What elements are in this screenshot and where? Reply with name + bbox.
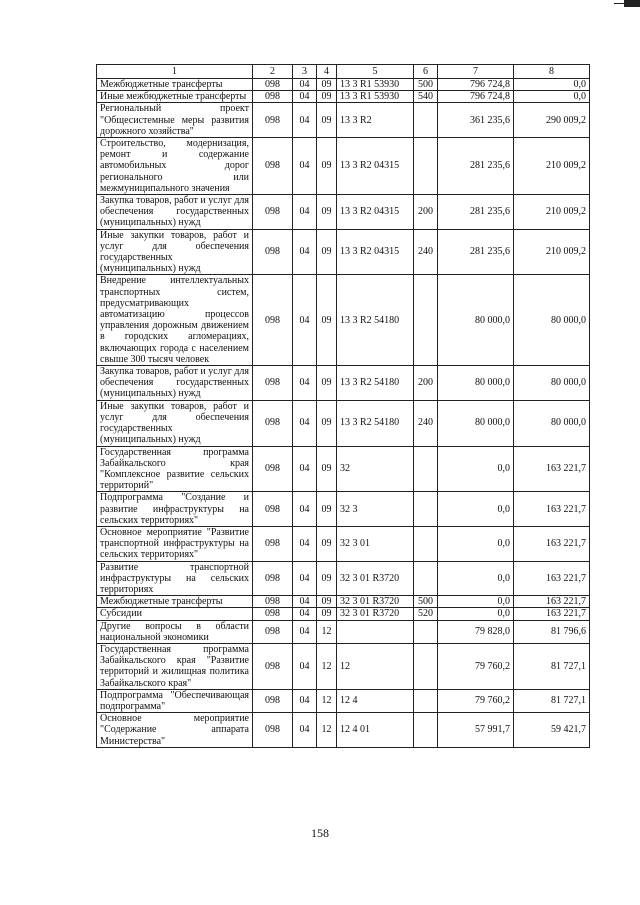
table-row xyxy=(97,138,590,195)
amount-year1-cell: 79 828,0 xyxy=(438,620,514,643)
section-code-cell: 04 xyxy=(293,689,317,712)
expense-type-cell xyxy=(414,620,438,643)
amount-year1-cell: 361 235,6 xyxy=(438,103,514,138)
section-code-cell: 04 xyxy=(293,400,317,446)
row-name-cell: Закупка товаров, работ и услуг для обеспечения государственных (муниципальных) нужд xyxy=(97,366,253,401)
row-name-cell: Развитие транспортной инфраструктуры на сельских территориях xyxy=(97,561,253,596)
amount-year2-cell: 59 421,7 xyxy=(514,713,590,748)
subsection-code-cell: 12 xyxy=(317,643,337,689)
row-name-cell: Государственная программа Забайкальского края "Развитие территорий и жилищная политика Забайкальского края" xyxy=(97,643,253,689)
amount-year2-cell: 163 221,7 xyxy=(514,446,590,492)
ministry-code-cell: 098 xyxy=(253,275,293,366)
subsection-code-cell: 09 xyxy=(317,91,337,103)
amount-year1-cell: 796 724,8 xyxy=(438,91,514,103)
ministry-code-cell: 098 xyxy=(253,620,293,643)
row-name-cell: Другие вопросы в области национальной экономики xyxy=(97,620,253,643)
row-name-cell: Закупка товаров, работ и услуг для обеспечения государственных (муниципальных) нужд xyxy=(97,195,253,230)
ministry-code-cell: 098 xyxy=(253,689,293,712)
expense-type-cell xyxy=(414,713,438,748)
target-code-cell: 13 3 R2 04315 xyxy=(337,229,414,275)
ministry-code-cell: 098 xyxy=(253,195,293,230)
table-row xyxy=(97,643,590,689)
target-code-cell: 13 3 R1 53930 xyxy=(337,79,414,91)
ministry-code-cell: 098 xyxy=(253,561,293,596)
table-row xyxy=(97,195,590,230)
expense-type-cell: 540 xyxy=(414,91,438,103)
amount-year1-cell: 80 000,0 xyxy=(438,275,514,366)
amount-year2-cell: 210 009,2 xyxy=(514,229,590,275)
expense-type-cell xyxy=(414,561,438,596)
amount-year1-cell: 0,0 xyxy=(438,596,514,608)
table-body xyxy=(97,79,590,748)
ministry-code-cell: 098 xyxy=(253,400,293,446)
table-row xyxy=(97,103,590,138)
target-code-cell: 12 4 01 xyxy=(337,713,414,748)
ministry-code-cell: 098 xyxy=(253,229,293,275)
amount-year2-cell: 0,0 xyxy=(514,91,590,103)
target-code-cell: 32 3 xyxy=(337,492,414,527)
table-row xyxy=(97,608,590,620)
amount-year2-cell: 163 221,7 xyxy=(514,608,590,620)
subsection-code-cell: 09 xyxy=(317,195,337,230)
table-row xyxy=(97,620,590,643)
row-name-cell: Основное мероприятие "Содержание аппарата Министерства" xyxy=(97,713,253,748)
subsection-code-cell: 09 xyxy=(317,446,337,492)
table-row xyxy=(97,446,590,492)
expense-type-cell xyxy=(414,275,438,366)
column-header: 3 xyxy=(293,65,317,79)
amount-year2-cell: 80 000,0 xyxy=(514,275,590,366)
subsection-code-cell: 09 xyxy=(317,608,337,620)
scan-artifact-line xyxy=(614,3,624,4)
section-code-cell: 04 xyxy=(293,643,317,689)
amount-year2-cell: 163 221,7 xyxy=(514,561,590,596)
amount-year2-cell: 210 009,2 xyxy=(514,195,590,230)
table-row xyxy=(97,366,590,401)
subsection-code-cell: 09 xyxy=(317,400,337,446)
amount-year2-cell: 81 727,1 xyxy=(514,643,590,689)
table-header-row xyxy=(97,65,590,79)
subsection-code-cell: 09 xyxy=(317,596,337,608)
subsection-code-cell: 09 xyxy=(317,366,337,401)
amount-year2-cell: 81 727,1 xyxy=(514,689,590,712)
expense-type-cell: 240 xyxy=(414,400,438,446)
column-header: 2 xyxy=(253,65,293,79)
ministry-code-cell: 098 xyxy=(253,91,293,103)
row-name-cell: Межбюджетные трансферты xyxy=(97,79,253,91)
row-name-cell: Подпрограмма "Создание и развитие инфраструктуры на сельских территориях" xyxy=(97,492,253,527)
table-row xyxy=(97,400,590,446)
amount-year1-cell: 796 724,8 xyxy=(438,79,514,91)
target-code-cell xyxy=(337,620,414,643)
table-row xyxy=(97,492,590,527)
section-code-cell: 04 xyxy=(293,366,317,401)
target-code-cell: 32 3 01 xyxy=(337,526,414,561)
row-name-cell: Региональный проект "Общесистемные меры развития дорожного хозяйства" xyxy=(97,103,253,138)
row-name-cell: Государственная программа Забайкальского края "Комплексное развитие сельских территорий" xyxy=(97,446,253,492)
subsection-code-cell: 09 xyxy=(317,79,337,91)
section-code-cell: 04 xyxy=(293,713,317,748)
amount-year1-cell: 80 000,0 xyxy=(438,366,514,401)
row-name-cell: Иные межбюджетные трансферты xyxy=(97,91,253,103)
amount-year1-cell: 79 760,2 xyxy=(438,643,514,689)
expense-type-cell: 520 xyxy=(414,608,438,620)
expense-type-cell xyxy=(414,526,438,561)
ministry-code-cell: 098 xyxy=(253,713,293,748)
amount-year1-cell: 0,0 xyxy=(438,446,514,492)
ministry-code-cell: 098 xyxy=(253,526,293,561)
subsection-code-cell: 09 xyxy=(317,138,337,195)
scan-artifact-mark xyxy=(624,0,640,7)
subsection-code-cell: 12 xyxy=(317,689,337,712)
section-code-cell: 04 xyxy=(293,561,317,596)
expense-type-cell xyxy=(414,138,438,195)
amount-year1-cell: 0,0 xyxy=(438,526,514,561)
target-code-cell: 13 3 R2 04315 xyxy=(337,195,414,230)
amount-year2-cell: 0,0 xyxy=(514,79,590,91)
target-code-cell: 32 3 01 R3720 xyxy=(337,608,414,620)
expense-type-cell xyxy=(414,492,438,527)
amount-year2-cell: 290 009,2 xyxy=(514,103,590,138)
row-name-cell: Иные закупки товаров, работ и услуг для обеспечения государственных (муниципальных) нужд xyxy=(97,400,253,446)
ministry-code-cell: 098 xyxy=(253,608,293,620)
section-code-cell: 04 xyxy=(293,195,317,230)
table-row xyxy=(97,713,590,748)
section-code-cell: 04 xyxy=(293,275,317,366)
amount-year1-cell: 57 991,7 xyxy=(438,713,514,748)
target-code-cell: 13 3 R2 54180 xyxy=(337,275,414,366)
ministry-code-cell: 098 xyxy=(253,366,293,401)
table-row xyxy=(97,689,590,712)
expense-type-cell: 500 xyxy=(414,79,438,91)
subsection-code-cell: 12 xyxy=(317,713,337,748)
row-name-cell: Межбюджетные трансферты xyxy=(97,596,253,608)
section-code-cell: 04 xyxy=(293,79,317,91)
subsection-code-cell: 09 xyxy=(317,275,337,366)
target-code-cell: 13 3 R2 54180 xyxy=(337,366,414,401)
section-code-cell: 04 xyxy=(293,620,317,643)
amount-year2-cell: 80 000,0 xyxy=(514,400,590,446)
amount-year1-cell: 79 760,2 xyxy=(438,689,514,712)
column-header: 1 xyxy=(97,65,253,79)
target-code-cell: 13 3 R2 xyxy=(337,103,414,138)
amount-year1-cell: 281 235,6 xyxy=(438,195,514,230)
target-code-cell: 13 3 R2 04315 xyxy=(337,138,414,195)
table-row xyxy=(97,526,590,561)
subsection-code-cell: 09 xyxy=(317,526,337,561)
section-code-cell: 04 xyxy=(293,526,317,561)
target-code-cell: 13 3 R2 54180 xyxy=(337,400,414,446)
row-name-cell: Внедрение интеллектуальных транспортных систем, предусматривающих автоматизацию процессов управления дорожным движением в городских агломерациях, включающих города с населением свыше 300 тысяч человек xyxy=(97,275,253,366)
ministry-code-cell: 098 xyxy=(253,79,293,91)
table-row xyxy=(97,79,590,91)
column-header: 6 xyxy=(414,65,438,79)
expense-type-cell: 200 xyxy=(414,195,438,230)
table-row xyxy=(97,91,590,103)
amount-year1-cell: 0,0 xyxy=(438,492,514,527)
section-code-cell: 04 xyxy=(293,229,317,275)
amount-year2-cell: 163 221,7 xyxy=(514,492,590,527)
column-header: 5 xyxy=(337,65,414,79)
ministry-code-cell: 098 xyxy=(253,138,293,195)
table-row xyxy=(97,229,590,275)
ministry-code-cell: 098 xyxy=(253,446,293,492)
expense-type-cell: 200 xyxy=(414,366,438,401)
section-code-cell: 04 xyxy=(293,446,317,492)
amount-year1-cell: 0,0 xyxy=(438,561,514,596)
expense-type-cell xyxy=(414,689,438,712)
ministry-code-cell: 098 xyxy=(253,643,293,689)
page-number: 158 xyxy=(311,826,329,840)
section-code-cell: 04 xyxy=(293,596,317,608)
amount-year2-cell: 81 796,6 xyxy=(514,620,590,643)
row-name-cell: Субсидии xyxy=(97,608,253,620)
subsection-code-cell: 09 xyxy=(317,229,337,275)
subsection-code-cell: 09 xyxy=(317,103,337,138)
column-header: 8 xyxy=(514,65,590,79)
expense-type-cell: 240 xyxy=(414,229,438,275)
target-code-cell: 32 3 01 R3720 xyxy=(337,561,414,596)
amount-year2-cell: 210 009,2 xyxy=(514,138,590,195)
subsection-code-cell: 12 xyxy=(317,620,337,643)
column-header: 4 xyxy=(317,65,337,79)
table-row xyxy=(97,561,590,596)
row-name-cell: Строительство, модернизация, ремонт и содержание автомобильных дорог регионального или межмуниципального значения xyxy=(97,138,253,195)
expense-type-cell xyxy=(414,446,438,492)
target-code-cell: 12 4 xyxy=(337,689,414,712)
row-name-cell: Подпрограмма "Обеспечивающая подпрограмма" xyxy=(97,689,253,712)
ministry-code-cell: 098 xyxy=(253,492,293,527)
target-code-cell: 12 xyxy=(337,643,414,689)
amount-year2-cell: 163 221,7 xyxy=(514,596,590,608)
section-code-cell: 04 xyxy=(293,103,317,138)
budget-table xyxy=(96,64,590,748)
section-code-cell: 04 xyxy=(293,608,317,620)
subsection-code-cell: 09 xyxy=(317,561,337,596)
subsection-code-cell: 09 xyxy=(317,492,337,527)
section-code-cell: 04 xyxy=(293,492,317,527)
amount-year1-cell: 80 000,0 xyxy=(438,400,514,446)
table-row xyxy=(97,596,590,608)
row-name-cell: Иные закупки товаров, работ и услуг для обеспечения государственных (муниципальных) нужд xyxy=(97,229,253,275)
target-code-cell: 32 3 01 R3720 xyxy=(337,596,414,608)
expense-type-cell xyxy=(414,103,438,138)
amount-year2-cell: 80 000,0 xyxy=(514,366,590,401)
table-row xyxy=(97,275,590,366)
row-name-cell: Основное мероприятие "Развитие транспортной инфраструктуры на сельских территориях" xyxy=(97,526,253,561)
section-code-cell: 04 xyxy=(293,91,317,103)
amount-year1-cell: 281 235,6 xyxy=(438,138,514,195)
amount-year1-cell: 281 235,6 xyxy=(438,229,514,275)
ministry-code-cell: 098 xyxy=(253,596,293,608)
target-code-cell: 13 3 R1 53930 xyxy=(337,91,414,103)
target-code-cell: 32 xyxy=(337,446,414,492)
expense-type-cell xyxy=(414,643,438,689)
ministry-code-cell: 098 xyxy=(253,103,293,138)
section-code-cell: 04 xyxy=(293,138,317,195)
column-header: 7 xyxy=(438,65,514,79)
expense-type-cell: 500 xyxy=(414,596,438,608)
amount-year2-cell: 163 221,7 xyxy=(514,526,590,561)
amount-year1-cell: 0,0 xyxy=(438,608,514,620)
